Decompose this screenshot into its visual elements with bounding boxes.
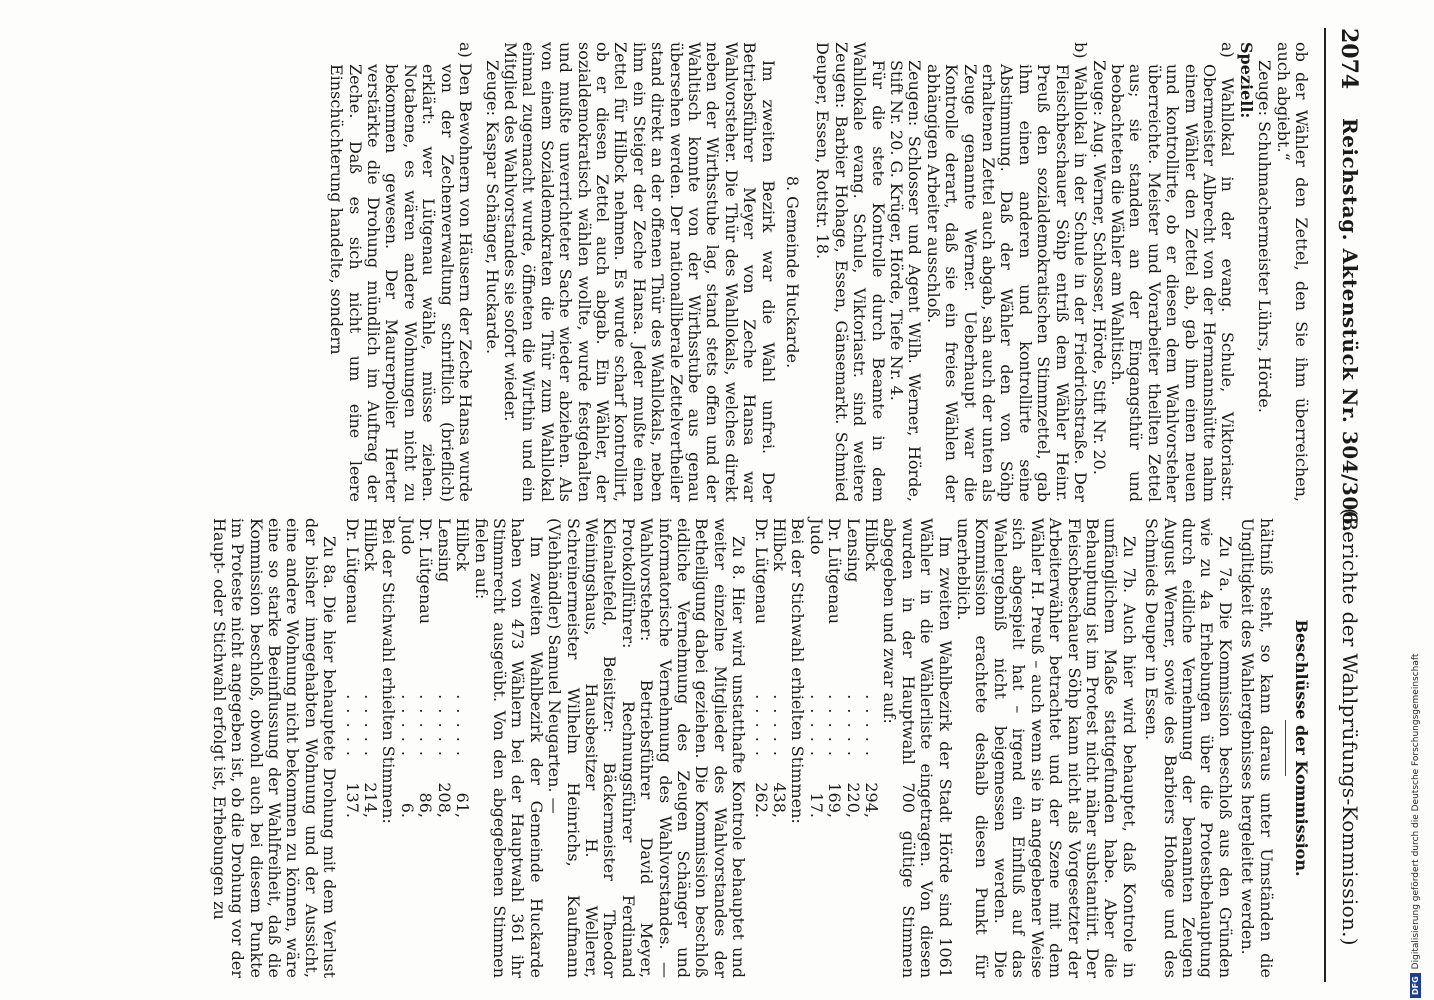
vote-row [825, 518, 843, 818]
leader-dots: . . . . . [843, 694, 863, 758]
item-a-zeuge: Zeuge: Aug. Werner, Schlosser, Hörde, Stift Nr. 20. [1089, 60, 1109, 475]
vote-count: 137. [342, 782, 362, 818]
vote-row [416, 518, 434, 818]
beschluesse-title: Beschlüsse der Kommission. [1292, 619, 1311, 877]
zu-7b-label: Zu 7b. [1119, 536, 1139, 594]
candidate-name: Hilbck [453, 518, 473, 572]
item-a2-label: a) [456, 42, 476, 58]
vote-row [342, 518, 360, 818]
page-number: 2074 [1336, 28, 1362, 90]
item-b-label: b) [1071, 42, 1091, 59]
candidate-name: Hilbck [862, 518, 882, 572]
candidate-name: Dr. Lütgenau [751, 518, 771, 625]
item-b-extra: Für die stete Kontrolle durch Beamte in dem Wahllokale evang. Schule, Viktoriastr. sind weitere Zeugen: Barbier Hohage, Essen, Gänsemarkt. Schmied Deuper, Essen, Rottstr. 18. [813, 42, 888, 502]
stichwahl-intro-2: Bei der Stichwahl erhielten Stimmen: [379, 518, 399, 824]
candidate-name: Judo [397, 518, 417, 555]
item-a-label: a) [1218, 42, 1238, 58]
item-b-zeugen: Zeugen: Schlosser und Agent Wilh. Werner, Hörde, Stift Nr. 20. G. Krüger, Hörde, Tiefe Nr. 4. [887, 60, 925, 502]
header-rule [1324, 28, 1326, 982]
leader-dots: . . . . . [416, 694, 436, 758]
candidate-name: Lensing [434, 518, 454, 583]
footer-text: Digitalisierung gefördert durch die Deutsche Forschungsgemeinschaft [1410, 653, 1421, 970]
vote-count: 17. [806, 792, 826, 818]
section-8-zeuge: Zeuge: Kaspar Schänger, Huckarde. [482, 60, 502, 355]
votes-table-1 [806, 518, 880, 978]
leader-dots: . . . . . [342, 694, 362, 758]
zu-7b-para2: Im zweiten Wahlbezirk der Stadt Hörde sind 1061 Wähler in die Wählerliste eingetragen. Von diesen wurden in der Hauptwahl 700 gültige Stimmen abgegeben und zwar auf: [880, 518, 955, 978]
leader-dots: . . . . . [825, 694, 845, 758]
zu-8-text: Hier wird unstatthafte Kontrole behauptet und weiter einzelne Mitglieder des Wahlvorstandes der Betheiligung dabei geziehen. Die Kommission beschloß eidliche Vernehmung des Zeugen Schänger und informatorische Vernehmung des Wahlvorstandes. — Wahlvorsteher: Betriebsführer David Meyer, Protokollführer: Rechnungsführer Ferdinand Kleinaltefeld, Beisitzer: Bäckermeister Theodor Weiningshaus, Hausbesitzer H. Wellerer, Schreinermeister Wilhelm Heinrichs, Kaufmann (Viehhändler) Samuel Neugarten. — [545, 518, 749, 978]
page-header [1330, 28, 1366, 982]
candidate-name: Dr. Lütgenau [416, 518, 436, 625]
candidate-name: Hilbck [361, 518, 381, 572]
vote-count: 262. [751, 782, 771, 818]
stichwahl-intro-1: Bei der Stichwahl erhielten Stimmen: [788, 518, 808, 824]
zu-7a-text: Die Kommission beschloß aus den Gründen wie zu 4a Erhebungen über die Protestbehauptung durch eidliche Vernehmung der benannten Zeugen August Werner, sowie des Barbiers Hohage und des Schmieds Deuper in Essen. [1142, 518, 1235, 979]
zu-8-label: Zu 8. [729, 536, 749, 580]
header-subtitle: (Berichte der Wahlprüfungs-Kommission.) [1338, 508, 1362, 946]
vote-row [862, 518, 880, 818]
zeuge-intro: Zeuge: Schuhmachermeister Lührs, Hörde. [1255, 60, 1275, 413]
digitization-footer [1410, 398, 1421, 998]
stichwahl-table-2 [342, 518, 379, 978]
vote-count: 438, [770, 782, 790, 818]
leader-dots: . . . . . [453, 694, 473, 758]
vote-count: 208, [434, 782, 454, 818]
header-title: Reichstag. Aktenstück Nr. 304/306. [1338, 118, 1362, 533]
leader-dots: . . . . . [806, 694, 826, 758]
zu-8-para2: Im zweiten Wahlbezirk der Gemeinde Huckarde haben von 473 Wählern bei der Hauptwahl 361 ihr Stimmrecht ausgeübt. Von den abgegebenen Stimmen fielen auf: [471, 518, 546, 978]
candidate-name: Dr. Lütgenau [342, 518, 362, 625]
zu-7b-text: Auch hier wird behauptet, daß Kontrole in umfänglichem Maße stattgefunden habe. Aber die Behauptung ist im Protest nicht näher substantiirt. Der Fleischbeschauer Söhp kann nicht als Vorgesetzter der Arbeiterwähler betrachtet und der Szene mit dem Wähler H. Preuß – auch wenn sie in angegebener Weise sich abgespielt hat – irgend ein Einfluß auf das Wahlergebniß nicht beigemessen werden. Die Kommission erachtete deshalb diesen Punkt für unerheblich. [954, 518, 1139, 979]
vote-row [751, 518, 769, 818]
vote-count: 294, [862, 782, 882, 818]
continuation-text: hältniß steht, so kann daraus unter Umständen die Ungiltigkeit des Wahlergebnisses hergeleitet werden. [1238, 518, 1276, 978]
vote-count: 6. [397, 802, 417, 818]
vote-count: 220, [843, 782, 863, 818]
candidate-name: Hilbck [770, 518, 790, 572]
leader-dots: . . . . . [862, 694, 882, 758]
candidate-name: Dr. Lütgenau [825, 518, 845, 625]
title-rule [1285, 720, 1286, 776]
vote-count: 169, [825, 782, 845, 818]
vote-row [770, 518, 788, 818]
vote-count: 214, [361, 782, 381, 818]
section-8-title: 8. Gemeinde Huckarde. [783, 175, 803, 369]
left-column [327, 42, 1310, 502]
leader-dots: . . . . . [434, 694, 454, 758]
vote-row [434, 518, 452, 818]
vote-row [453, 518, 471, 818]
leader-dots: . . . . . [770, 694, 790, 758]
dfg-logo: DFG [1410, 973, 1421, 998]
zu-8a-text: Die hier behauptete Drohung mit dem Verlust der bisher innegehabten Wohnung und der Aussicht, eine andere Wohnung nicht bekommen zu können, wäre eine so starke Beeinflussung der Wahlfreiheit, daß die Kommission beschloß, obwohl auch bei diesem Punkte im Proteste nicht angegeben ist, ob die Drohung vor der Haupt- oder Stichwahl erfolgt ist, Erhebungen zu [209, 518, 340, 979]
votes-table-2 [398, 518, 472, 978]
vote-count: 86, [416, 792, 436, 818]
leader-dots: . . . . . [397, 694, 417, 758]
vote-row [806, 518, 824, 818]
speziell-label: Speziell: [1236, 42, 1256, 119]
candidate-name: Lensing [843, 518, 863, 583]
stichwahl-table-1 [751, 518, 788, 978]
item-a2-text: Den Bewohnern von Häusern der Zeche Hansa wurde von der Zechenverwaltung schriftlich (brieflich) erklärt: wer Lütgenau wähle, müsse ziehen. Notabene, es wären andere Wohnungen nicht zu bekommen gewesen. Der Maurerpolier Herter verstärkte die Drohung mündlich im Auftrag der Zeche. Daß es sich nicht um eine leere Einschüchterung handelte, sondern [327, 62, 476, 503]
item-a-text: Wahllokal in der evang. Schule, Viktoriastr. Obermeister Albrecht von der Hermannshütte nahm einem Wähler den Zettel ab, gab ihm einen neuen und kontrollirte, ob er diesen dem Wahlvorsteher überreichte. Meister und Vorarbeiter theilten Zettel aus; sie standen an der Eingangsthür und beobachteten die Wähler am Wahltisch. [1107, 64, 1238, 502]
item-b-text: Wahllokal in der Schule in der Friedrichstraße. Der Fleischbeschauer Söhp entriß dem Wähler Heinr. Preuß den sozialdemokratischen Stimmzettel, gab ihm einen anderen und kontrollirte seine Abstimmung. Daß der Wähler den von Söhp erhaltenen Zettel auch abgab, sah auch der unten als Zeuge genannte Werner. Ueberhaupt war die Kontrolle derart, daß sie ein freies Wählen der abhängigen Arbeiter ausschloß. [923, 64, 1091, 502]
vote-row [361, 518, 379, 818]
section-8-text: Im zweiten Bezirk war die Wahl unfrei. Der Betriebsführer Meyer von Zeche Hansa war Wahlvorsteher. Die Thür des Wahllokals, welches direkt neben der Wirthsstube lag, stand stets offen und der Wahltisch konnte von der Wirthsstube aus genau übersehen werden. Der nationalliberale Zettelvertheiler stand direkt an der offenen Thür des Wahllokals, neben ihm ein Steiger der Zeche Hansa. Jeder mußte einen Zettel für Hilbck nehmen. Es wurde scharf kontrollirt, ob er diesen Zettel auch abgab. Ein Wähler, der sozialdemokratisch wählen wollte, wurde festgehalten und mußte unverrichteter Sache wieder abziehen. Als von einem Sozialdemokraten die Thür zum Wahllokal einmal zugemacht wurde, öffneten die Wirthin und ein Mitglied des Wahlvorstandes sie sofort wieder. [500, 42, 778, 502]
zu-7a-label: Zu 7a. [1215, 536, 1235, 593]
leader-dots: . . . . . [751, 694, 771, 758]
intro-text: ob der Wähler den Zettel, den Sie ihm überreichen, auch abgiebt.“ [1273, 42, 1311, 502]
right-column [209, 518, 1310, 978]
vote-row [398, 518, 416, 818]
vote-count: 61, [453, 792, 473, 818]
leader-dots: . . . . . [361, 694, 381, 758]
zu-8a-label: Zu 8a. [320, 536, 340, 589]
vote-row [843, 518, 861, 818]
candidate-name: Judo [806, 518, 826, 555]
